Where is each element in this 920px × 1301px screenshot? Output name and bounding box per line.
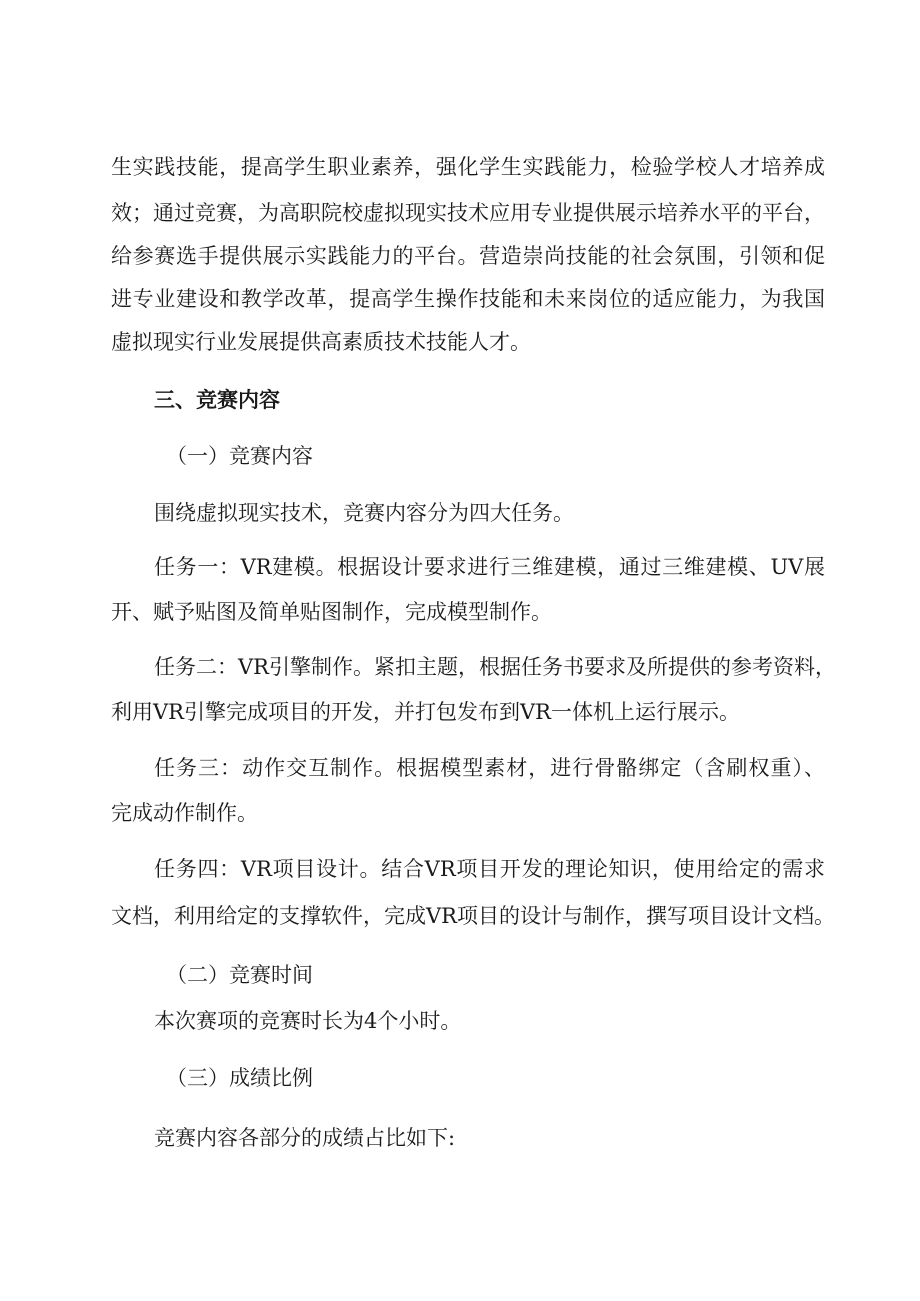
time-text: 本次赛项的竞赛时长为4个小时。: [154, 1009, 462, 1033]
task-4-line-1: 任务四：VR项目设计。结合VR项目开发的理论知识，使用给定的需求: [154, 857, 825, 881]
task-2-line-2: 利用VR引擎完成项目的开发，并打包发布到VR一体机上运行展示。: [111, 700, 740, 724]
task-2-line-1: 任务二：VR引擎制作。紧扣主题，根据任务书要求及所提供的参考资料，: [154, 655, 836, 679]
task-1-line-2: 开、赋予贴图及简单贴图制作，完成模型制作。: [111, 600, 552, 624]
subheading-content: （一）竞赛内容: [166, 444, 313, 468]
task-3-line-1: 任务三：动作交互制作。根据模型素材，进行骨骼绑定（含刷权重）、: [154, 756, 825, 780]
intro-line-3: 给参赛选手提供展示实践能力的平台。营造崇尚技能的社会氛围，引领和促: [111, 244, 825, 268]
section-heading: 三、竞赛内容: [154, 388, 280, 412]
score-text: 竞赛内容各部分的成绩占比如下:: [154, 1126, 456, 1150]
content-intro: 围绕虚拟现实技术，竞赛内容分为四大任务。: [154, 501, 574, 525]
task-3-line-2: 完成动作制作。: [111, 801, 258, 825]
task-4-line-2: 文档，利用给定的支撑软件，完成VR项目的设计与制作，撰写项目设计文档。: [111, 904, 835, 928]
intro-line-2: 效；通过竞赛，为高职院校虚拟现实技术应用专业提供展示培养水平的平台，: [111, 201, 825, 225]
intro-line-4: 进专业建设和教学改革，提高学生操作技能和未来岗位的适应能力，为我国: [111, 287, 825, 311]
intro-line-5: 虚拟现实行业发展提供高素质技术技能人才。: [111, 330, 531, 354]
subheading-time: （二）竞赛时间: [166, 963, 313, 987]
subheading-score: （三）成绩比例: [166, 1066, 313, 1090]
task-1-line-1: 任务一：VR建模。根据设计要求进行三维建模，通过三维建模、UV展: [154, 555, 825, 579]
intro-line-1: 生实践技能，提高学生职业素养，强化学生实践能力，检验学校人才培养成: [111, 155, 825, 179]
